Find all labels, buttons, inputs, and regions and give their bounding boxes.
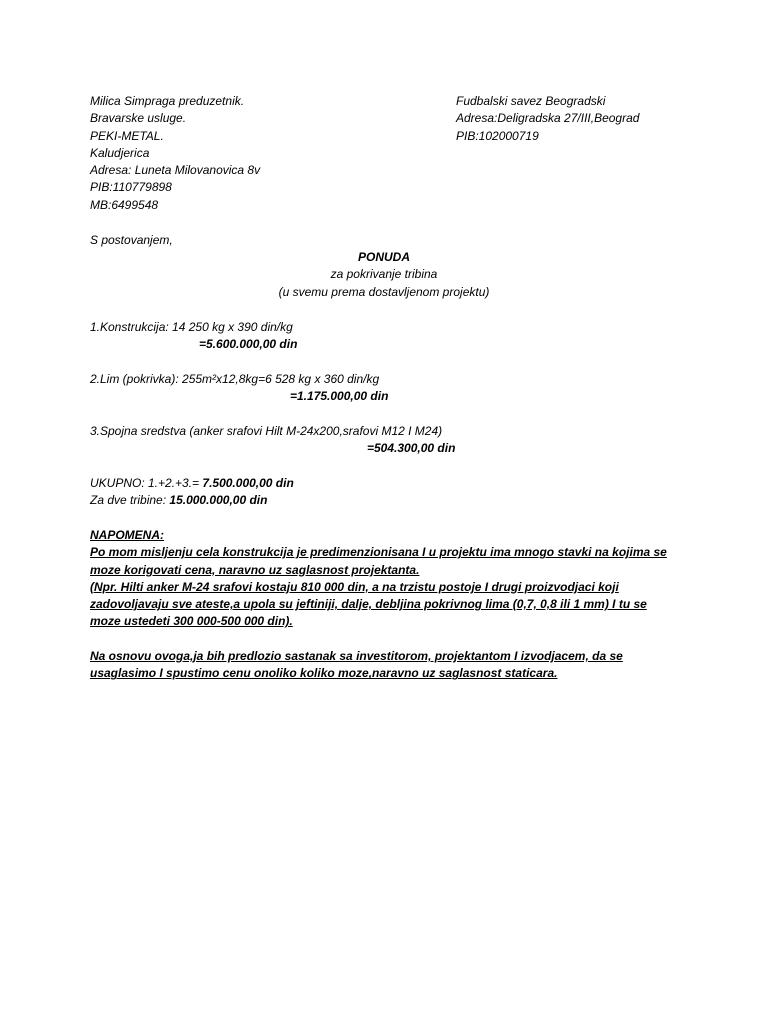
item-total: =1.175.000,00 din <box>290 389 389 403</box>
sender-line: PIB:110779898 <box>90 180 172 195</box>
grand-total-value: 7.500.000,00 din <box>202 476 294 490</box>
remark-line: moze ustedeti 300 000-500 000 din). <box>90 614 293 629</box>
document-title: PONUDA <box>357 250 410 264</box>
sender-line: PEKI-METAL. <box>90 128 164 143</box>
document-subtitle: za pokrivanje tribina <box>330 267 438 281</box>
grand-total <box>90 475 294 492</box>
item-line: 2.Lim (pokrivka): 255m²x12,8kg=6 528 kg x 360 din/kg <box>90 372 380 386</box>
sender-block <box>90 93 260 214</box>
remark-title: NAPOMENA: <box>90 528 164 542</box>
remark-section <box>90 527 690 683</box>
greeting: S postovanjem, <box>90 233 173 247</box>
remark-line: moze korigovati cena, naravno uz saglasnost projektanta. <box>90 562 420 577</box>
recipient-line: PIB:102000719 <box>456 128 539 143</box>
sender-line: MB:6499548 <box>90 197 159 212</box>
sender-line: Adresa: Luneta Milovanovica 8v <box>90 163 261 178</box>
item-total: =5.600.000,00 din <box>199 337 298 351</box>
remark-line: Po mom misljenju cela konstrukcija je predimenzionisana I u projektu ima mnogo stavki na kojima se <box>90 545 667 560</box>
recipient-line: Adresa:Deligradska 27/III,Beograd <box>456 111 640 126</box>
two-stands-total <box>90 492 267 509</box>
document-scope-note: (u svemu prema dostavljenom projektu) <box>278 285 490 299</box>
remark-line: Na osnovu ovoga,ja bih predlozio sastanak sa investitorom, projektantom I izvodjacem, da se <box>90 649 623 664</box>
recipient-block <box>456 93 639 145</box>
remark-line: zadovoljavaju sve ateste,a upola su jeftiniji, dalje, debljina pokrivnog lima (0,7, 0,8 ili 1 mm) I tu se <box>90 597 647 612</box>
two-stands-value: 15.000.000,00 din <box>169 493 268 507</box>
remark-line: (Npr. Hilti anker M-24 srafovi kostaju 810 000 din, a na trzistu postoje I drugi proizvodjaci koji <box>90 579 619 594</box>
item-line: 3.Spojna sredstva (anker srafovi Hilt M-24x200,srafovi M12 I M24) <box>90 424 443 438</box>
item-line: 1.Konstrukcija: 14 250 kg x 390 din/kg <box>90 320 293 334</box>
remark-line: usaglasimo I spustimo cenu onoliko koliko moze,naravno uz saglasnost staticara. <box>90 666 558 681</box>
sender-line: Kaludjerica <box>90 145 150 160</box>
sender-line: Bravarske usluge. <box>90 111 187 126</box>
item-total: =504.300,00 din <box>367 441 456 455</box>
recipient-line: Fudbalski savez Beogradski <box>456 94 606 108</box>
two-stands-label: Za dve tribine: <box>90 493 167 507</box>
grand-total-label: UKUPNO: 1.+2.+3.= <box>90 476 200 490</box>
sender-line: Milica Simpraga preduzetnik. <box>90 94 245 108</box>
